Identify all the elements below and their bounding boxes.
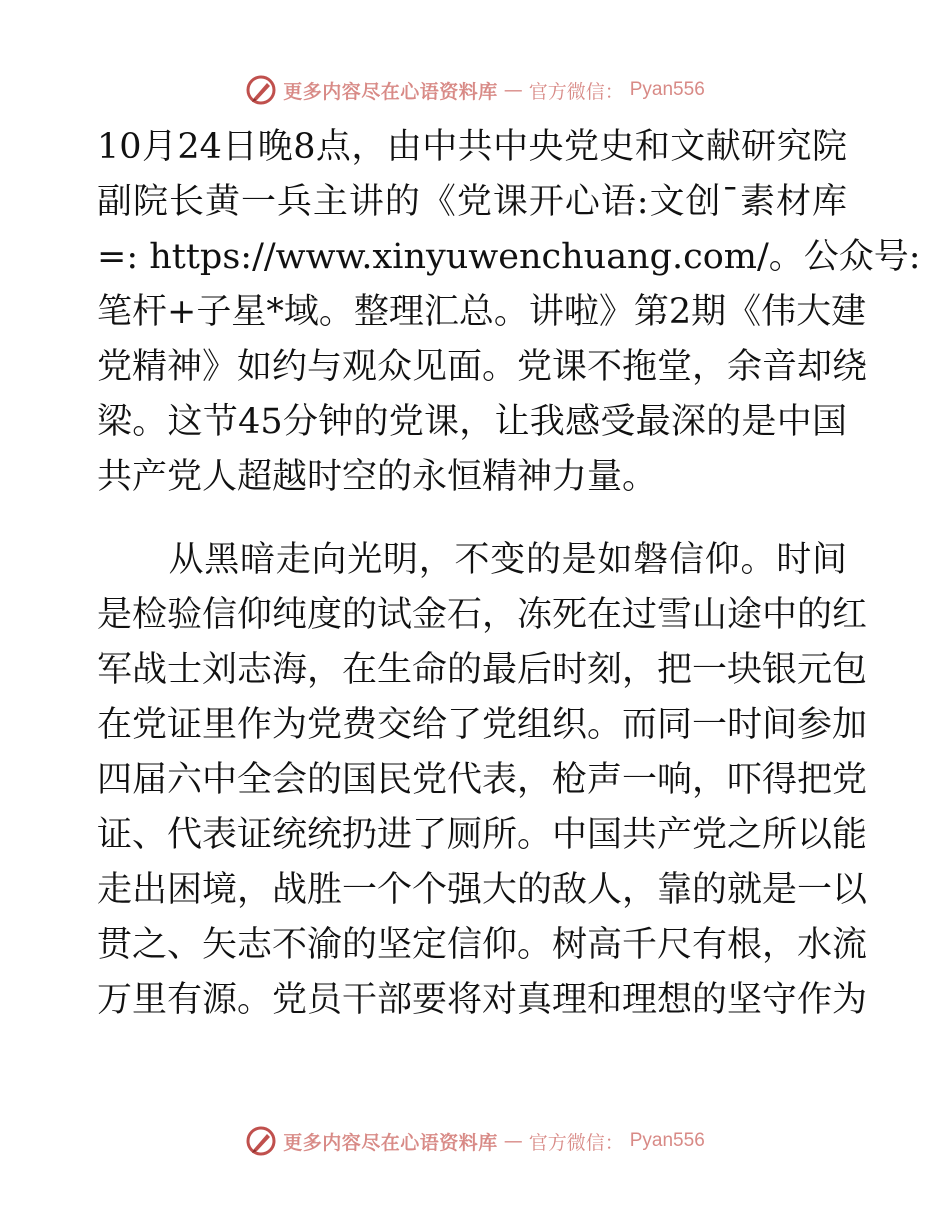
text-line: 笔杆+子星*域。整理汇总。讲啦》第2期《伟大建 xyxy=(97,292,867,332)
watermark-title: 更多内容尽在心语资料库 xyxy=(283,80,498,103)
text-line: 四届六中全会的国民党代表，枪声一响，吓得把党 xyxy=(97,760,868,800)
text-line: =: https://www.xinyuwenchuang.com/。公众号: xyxy=(97,237,921,277)
watermark-content xyxy=(245,1125,705,1157)
text-line: 党精神》如约与观众见面。党课不拖堂，余音却绕 xyxy=(97,347,868,387)
text-line: 在党证里作为党费交给了党组织。而同一时间参加 xyxy=(97,705,868,745)
wechat-id: Pyan556 xyxy=(629,79,705,100)
wechat-label: 官方微信： xyxy=(528,80,624,103)
text-line: 共产党人超越时空的永恒精神力量。 xyxy=(97,457,658,497)
paragraph-2 xyxy=(97,533,868,1028)
watermark-separator: — xyxy=(503,1130,523,1152)
pen-logo-icon xyxy=(245,1125,277,1157)
text-line: 走出困境，战胜一个个强大的敌人，靠的就是一以 xyxy=(97,870,868,910)
text-line: 10月24日晚8点，由中共中央党史和文献研究院 xyxy=(97,127,847,167)
paragraph-spacer xyxy=(97,505,847,533)
watermark-title: 更多内容尽在心语资料库 xyxy=(283,1131,498,1154)
watermark-separator: — xyxy=(503,79,523,101)
watermark-content xyxy=(245,74,705,106)
text-line: 从黑暗走向光明，不变的是如磐信仰。时间 xyxy=(97,540,847,580)
text-line: 副院长黄一兵主讲的《党课开心语:文创¯素材库 xyxy=(97,182,847,222)
text-line: 证、代表证统统扔进了厕所。中国共产党之所以能 xyxy=(97,815,868,855)
text-line: 梁。这节45分钟的党课，让我感受最深的是中国 xyxy=(97,402,847,442)
wechat-id: Pyan556 xyxy=(629,1130,705,1151)
pen-logo-icon xyxy=(245,74,277,106)
document-body xyxy=(97,120,921,1028)
text-line: 军战士刘志海，在生命的最后时刻，把一块银元包 xyxy=(97,650,868,690)
header-watermark xyxy=(0,68,950,112)
wechat-label: 官方微信： xyxy=(528,1131,624,1154)
text-line: 贯之、矢志不渝的坚定信仰。树高千尺有根，水流 xyxy=(97,925,868,965)
footer-watermark xyxy=(0,1119,950,1163)
text-line: 万里有源。党员干部要将对真理和理想的坚守作为 xyxy=(97,980,868,1020)
text-line: 是检验信仰纯度的试金石，冻死在过雪山途中的红 xyxy=(97,595,868,635)
paragraph-1 xyxy=(97,120,921,505)
